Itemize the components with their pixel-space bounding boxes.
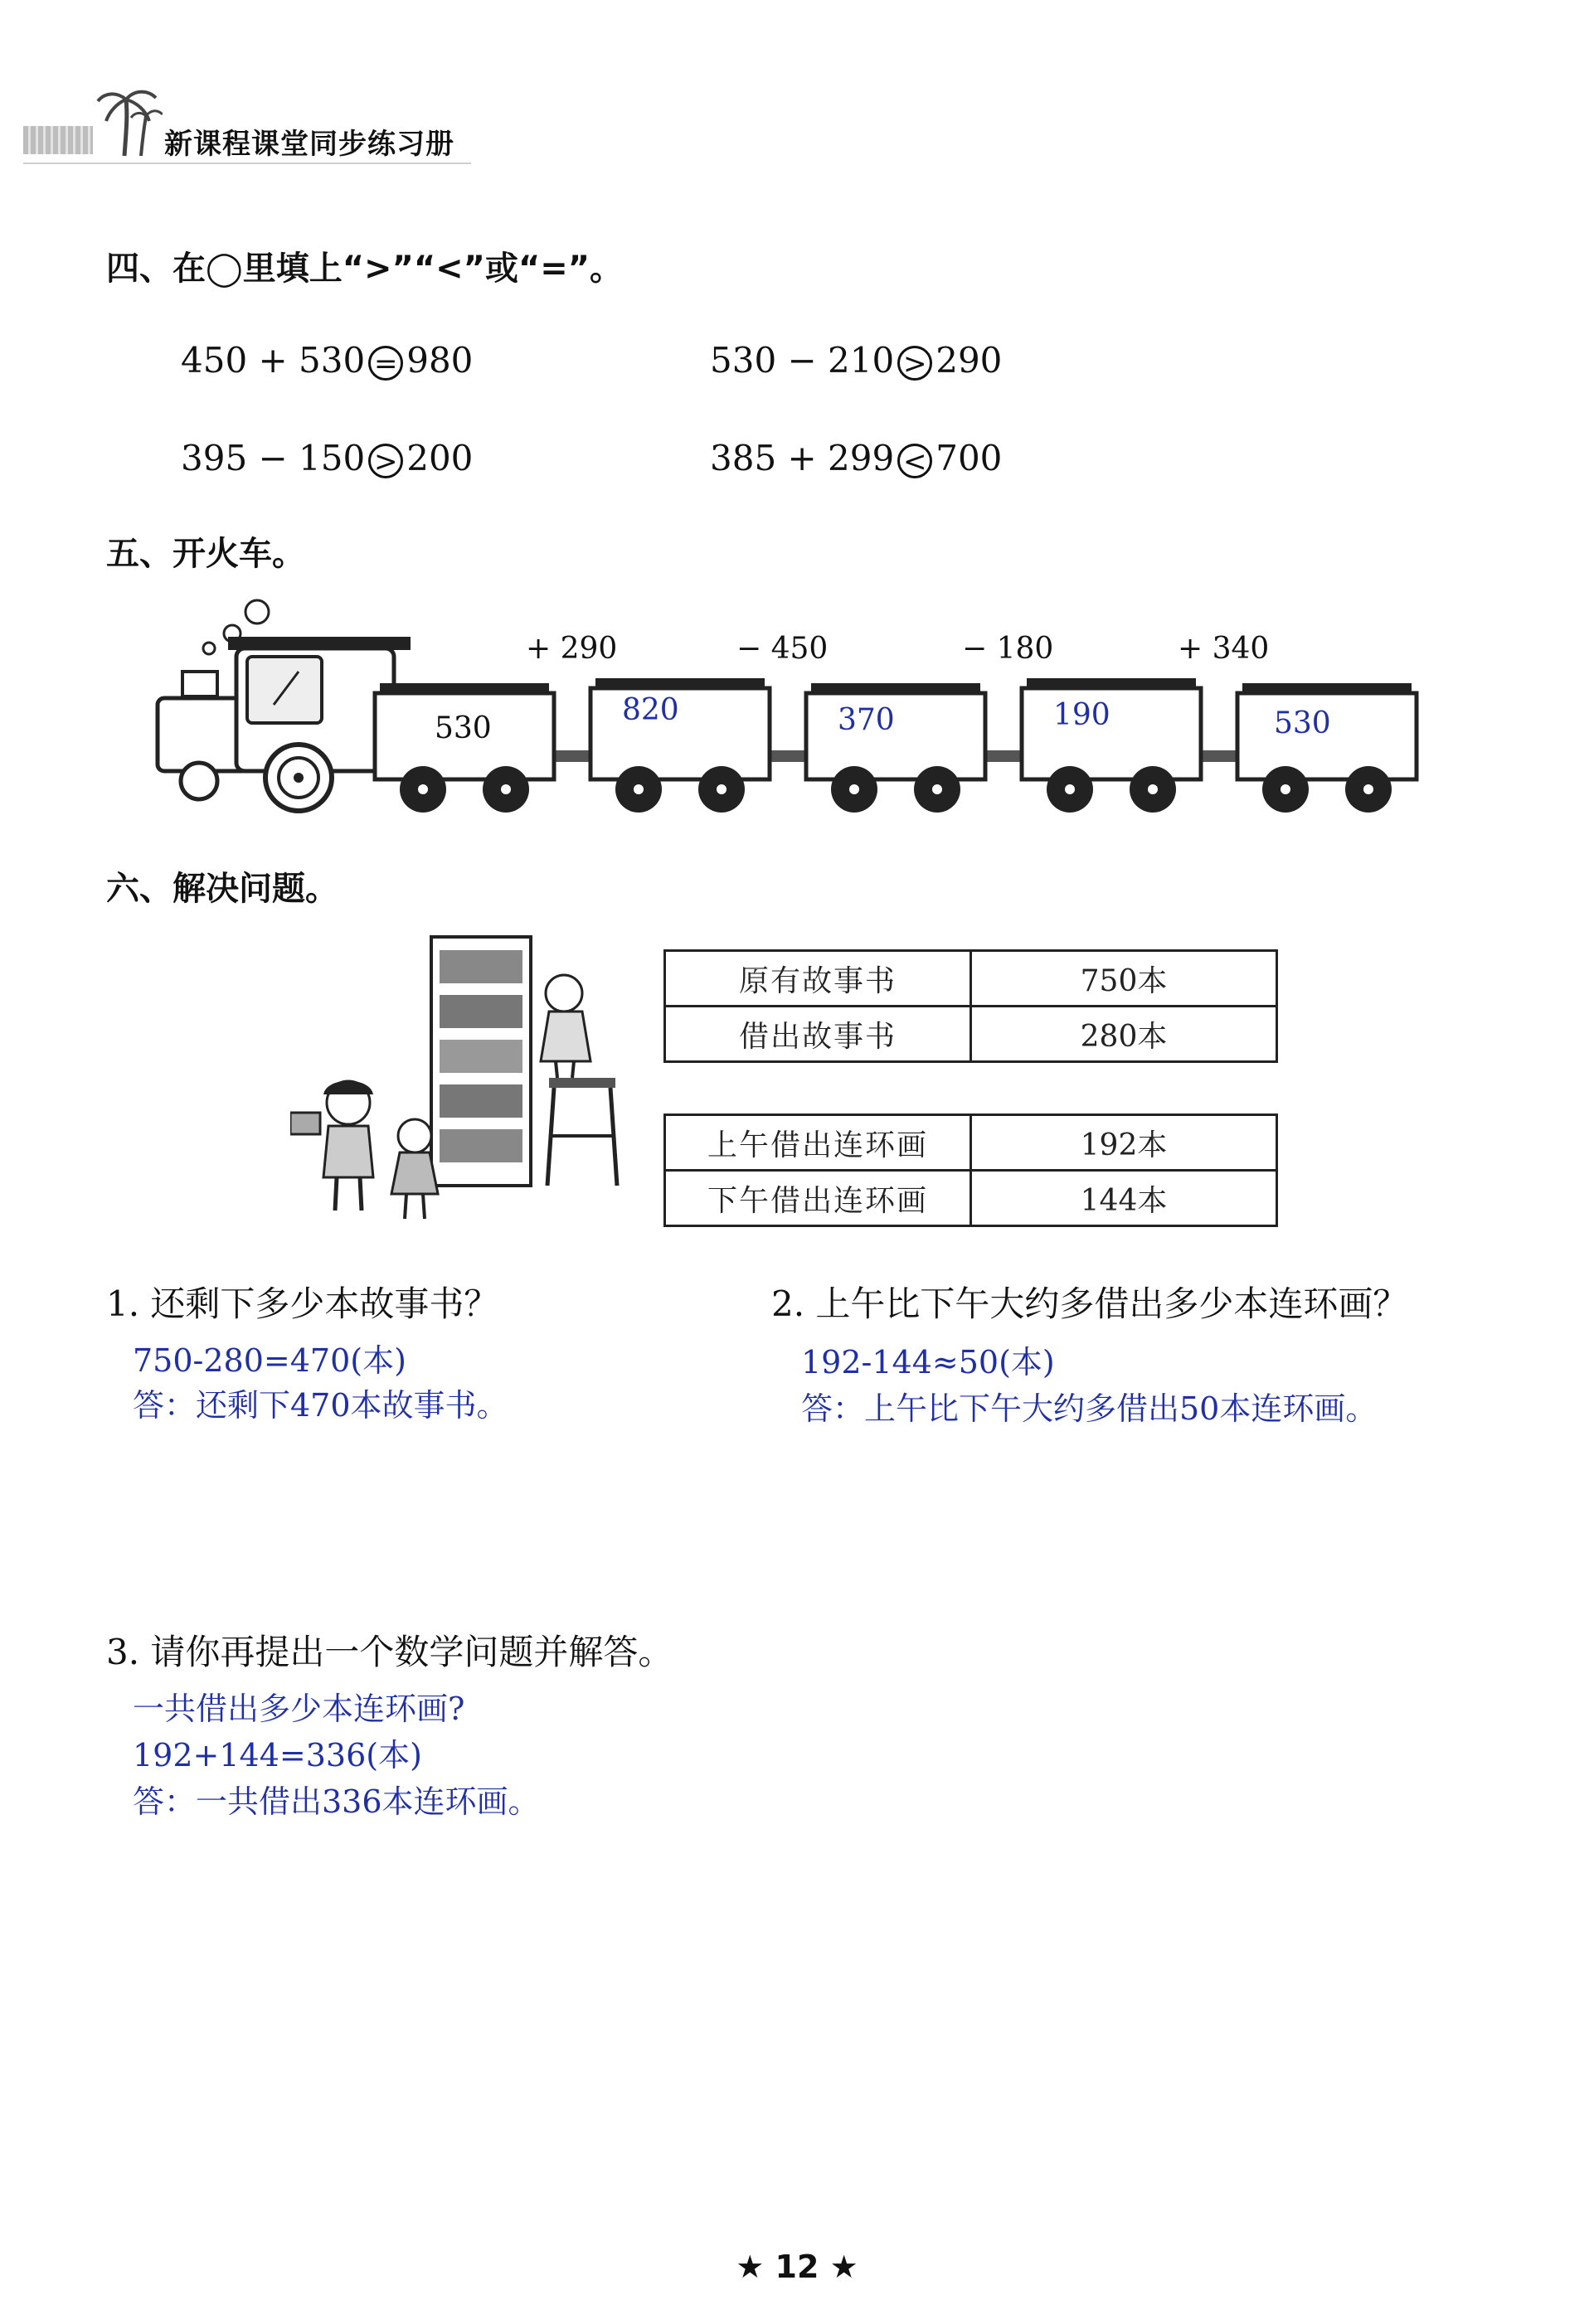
answer-circle: > [368, 444, 403, 478]
train-car [1022, 678, 1201, 813]
table-cell-value: 750本 [971, 951, 1277, 1007]
table-cell-value: 280本 [971, 1007, 1277, 1062]
operation-label: + 340 [1178, 632, 1270, 666]
table-cell-value: 192本 [971, 1115, 1277, 1171]
car-value-answer: 820 [622, 693, 679, 727]
operation-label: − 180 [962, 632, 1054, 666]
question-3: 3. 请你再提出一个数学问题并解答。 [106, 1632, 673, 1672]
question-1: 1. 还剩下多少本故事书？ [106, 1283, 499, 1324]
section5-title: 五、开火车。 [106, 535, 305, 573]
q3-problem: 一共借出多少本连环画? [133, 1691, 465, 1727]
table-cell-label: 借出故事书 [665, 1007, 971, 1062]
table-cell-label: 下午借出连环画 [665, 1171, 971, 1226]
section6-title: 六、解决问题。 [106, 870, 338, 908]
palm-tree-icon [93, 83, 163, 159]
table-row [665, 1115, 1277, 1171]
answer-circle: > [897, 346, 932, 381]
page-number: ★ 12 ★ [736, 2249, 858, 2285]
comparison-item: 395 − 150 > 200 [181, 438, 474, 478]
table-cell-label: 上午借出连环画 [665, 1115, 971, 1171]
question-2: 2. 上午比下午大约多借出多少本连环画？ [771, 1283, 1408, 1324]
q3-answer: 答：一共借出336本连环画。 [133, 1783, 540, 1820]
comparison-item: 450 + 530 = 980 [181, 340, 474, 381]
table-cell-label: 原有故事书 [665, 951, 971, 1007]
table-cell-value: 144本 [971, 1171, 1277, 1226]
car-value-answer: 370 [838, 703, 895, 737]
story-book-table [663, 949, 1278, 1063]
train-car [375, 683, 554, 813]
q1-answer: 答：还剩下470本故事书。 [133, 1387, 508, 1424]
book-title: 新课程课堂同步练习册 [164, 128, 454, 161]
library-children-illustration [290, 929, 622, 1235]
car-value: 530 [435, 711, 492, 745]
header-decoration [23, 126, 93, 154]
train-car [1237, 683, 1417, 813]
q1-calculation: 750-280=470(本) [133, 1342, 406, 1379]
q2-answer: 答：上午比下午大约多借出50本连环画。 [801, 1390, 1378, 1427]
header-rule [23, 163, 471, 164]
answer-circle: = [368, 346, 403, 381]
table-row [665, 951, 1277, 1007]
q3-calculation: 192+144=336(本) [133, 1737, 422, 1773]
answer-circle: < [897, 444, 932, 478]
comic-book-table [663, 1113, 1278, 1227]
train-car [590, 678, 770, 813]
q2-calculation: 192-144≈50(本) [801, 1344, 1055, 1380]
comparison-item: 385 + 299 < 700 [710, 438, 1003, 478]
comparison-item: 530 − 210 > 290 [710, 340, 1003, 381]
train-car [806, 683, 985, 813]
car-value-answer: 190 [1053, 698, 1110, 732]
operation-label: − 450 [736, 632, 829, 666]
table-row [665, 1007, 1277, 1062]
section4-title: 四、在◯里填上“>”“<”或“=”。 [106, 250, 624, 288]
car-value-answer: 530 [1274, 706, 1331, 740]
locomotive-icon [158, 600, 411, 811]
table-row [665, 1171, 1277, 1226]
operation-label: + 290 [526, 632, 618, 666]
